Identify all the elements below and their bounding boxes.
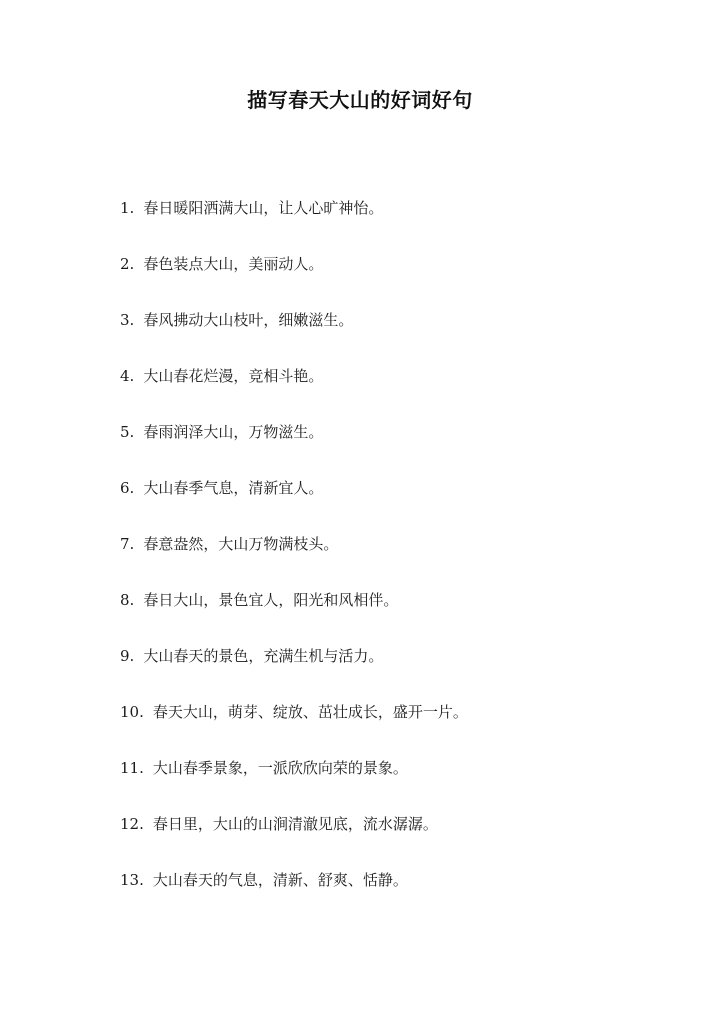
list-item bbox=[120, 476, 468, 532]
list-item bbox=[120, 700, 468, 756]
list-item bbox=[120, 364, 468, 420]
item-number: 9. bbox=[120, 647, 135, 665]
item-text: 春日大山，景色宜人，阳光和风相伴。 bbox=[143, 591, 399, 609]
item-number: 11. bbox=[120, 759, 144, 777]
item-number: 4. bbox=[120, 367, 135, 385]
item-text: 大山春季景象，一派欣欣向荣的景象。 bbox=[152, 759, 408, 777]
item-text: 春意盎然，大山万物满枝头。 bbox=[143, 535, 339, 553]
item-number: 13. bbox=[120, 871, 144, 889]
list-item bbox=[120, 812, 468, 868]
item-number: 2. bbox=[120, 255, 135, 273]
list-item bbox=[120, 868, 468, 924]
list-item bbox=[120, 756, 468, 812]
list-item bbox=[120, 308, 468, 364]
item-number: 7. bbox=[120, 535, 135, 553]
item-number: 3. bbox=[120, 311, 135, 329]
list-item bbox=[120, 532, 468, 588]
item-text: 大山春季气息，清新宜人。 bbox=[143, 479, 324, 497]
item-text: 大山春天的景色，充满生机与活力。 bbox=[143, 647, 384, 665]
item-number: 1. bbox=[120, 199, 135, 217]
list-item bbox=[120, 420, 468, 476]
item-number: 12. bbox=[120, 815, 144, 833]
item-text: 春色装点大山，美丽动人。 bbox=[143, 255, 324, 273]
item-text: 春风拂动大山枝叶，细嫩滋生。 bbox=[143, 311, 354, 329]
page-title: 描写春天大山的好词好句 bbox=[247, 88, 473, 112]
item-number: 5. bbox=[120, 423, 135, 441]
item-number: 6. bbox=[120, 479, 135, 497]
item-text: 大山春天的气息，清新、舒爽、恬静。 bbox=[152, 871, 408, 889]
list-item bbox=[120, 588, 468, 644]
item-text: 春雨润泽大山，万物滋生。 bbox=[143, 423, 324, 441]
item-text: 大山春花烂漫，竞相斗艳。 bbox=[143, 367, 324, 385]
item-text: 春日暖阳洒满大山，让人心旷神怡。 bbox=[143, 199, 384, 217]
item-text: 春天大山，萌芽、绽放、茁壮成长，盛开一片。 bbox=[152, 703, 468, 721]
list-item bbox=[120, 196, 468, 252]
item-number: 10. bbox=[120, 703, 144, 721]
item-text: 春日里，大山的山涧清澈见底，流水潺潺。 bbox=[152, 815, 438, 833]
list-item bbox=[120, 644, 468, 700]
list-item bbox=[120, 252, 468, 308]
item-number: 8. bbox=[120, 591, 135, 609]
phrase-list bbox=[120, 196, 468, 924]
